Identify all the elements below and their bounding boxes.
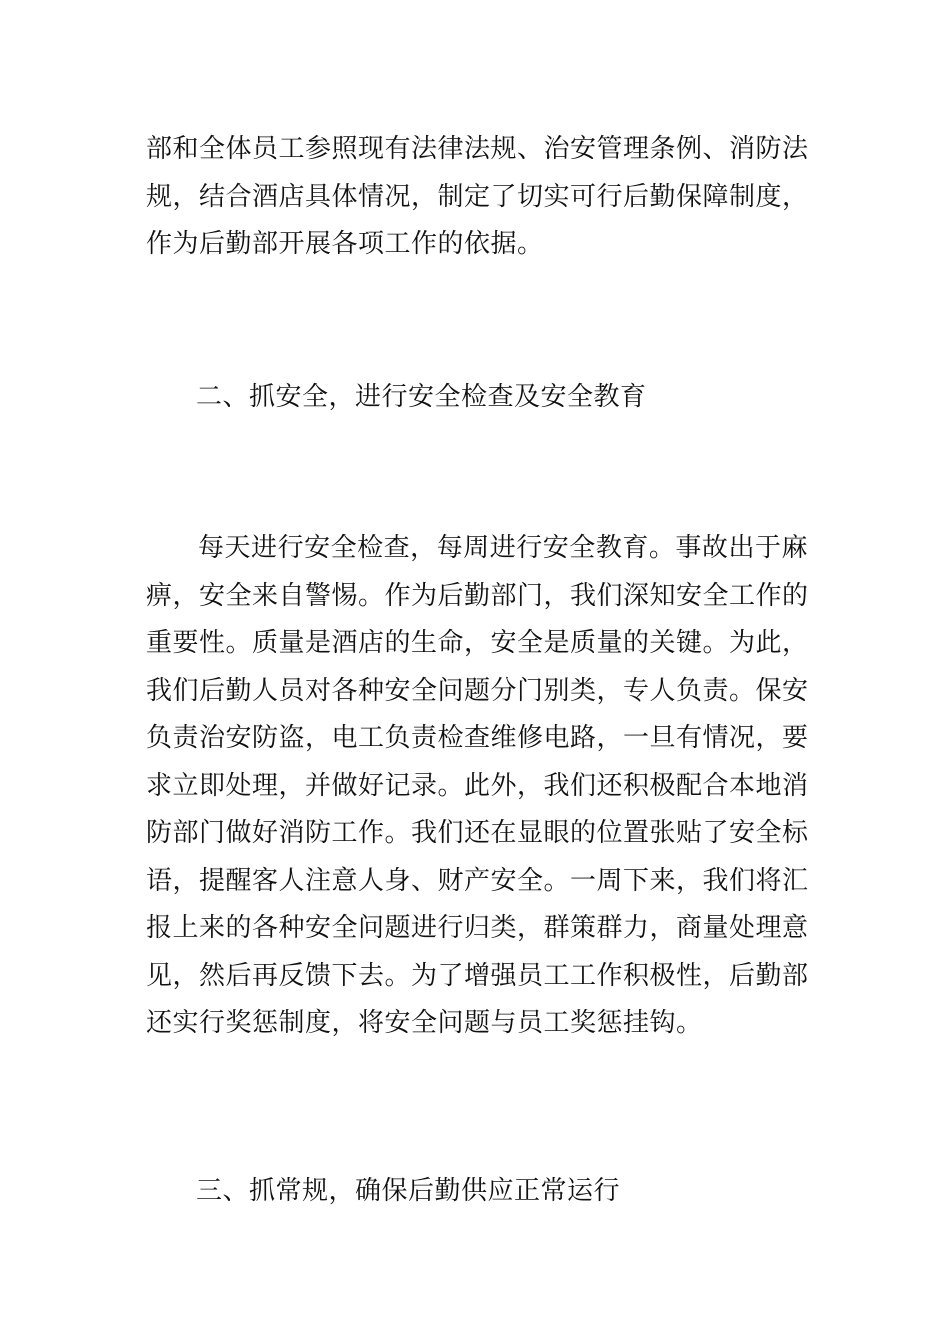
paragraph-line: 负责治安防盗，电工负责检查维修电路，一旦有情况，要 (146, 723, 809, 753)
paragraph-line: 语，提醒客人注意人身、财产安全。一周下来，我们将汇 (146, 865, 809, 896)
paragraph-line: 作为后勤部开展各项工作的依据。 (146, 229, 544, 259)
paragraph-line: 痹，安全来自警惕。作为后勤部门，我们深知安全工作的 (146, 580, 809, 611)
paragraph-line: 规，结合酒店具体情况，制定了切实可行后勤保障制度， (146, 181, 809, 212)
paragraph-line: 部和全体员工参照现有法律法规、治安管理条例、消防法 (146, 134, 809, 164)
paragraph-line: 防部门做好消防工作。我们还在显眼的位置张贴了安全标 (146, 818, 809, 848)
section-heading-safety: 二、抓安全，进行安全检查及安全教育 (196, 382, 647, 412)
paragraph-line: 我们后勤人员对各种安全问题分门别类，专人负责。保安 (146, 675, 809, 706)
paragraph-line: 每天进行安全检查，每周进行安全教育。事故出于麻 (198, 533, 808, 563)
paragraph-line: 求立即处理，并做好记录。此外，我们还积极配合本地消 (146, 770, 809, 801)
paragraph-line: 报上来的各种安全问题进行归类，群策群力，商量处理意 (146, 913, 809, 943)
section-heading-routine: 三、抓常规，确保后勤供应正常运行 (196, 1176, 621, 1206)
paragraph-line: 见，然后再反馈下去。为了增强员工工作积极性，后勤部 (146, 960, 809, 991)
paragraph-continuation (146, 126, 808, 269)
paragraph-safety (146, 525, 808, 1048)
paragraph-line: 重要性。质量是酒店的生命，安全是质量的关键。为此， (146, 628, 809, 658)
paragraph-line: 还实行奖惩制度，将安全问题与员工奖惩挂钩。 (146, 1008, 703, 1038)
